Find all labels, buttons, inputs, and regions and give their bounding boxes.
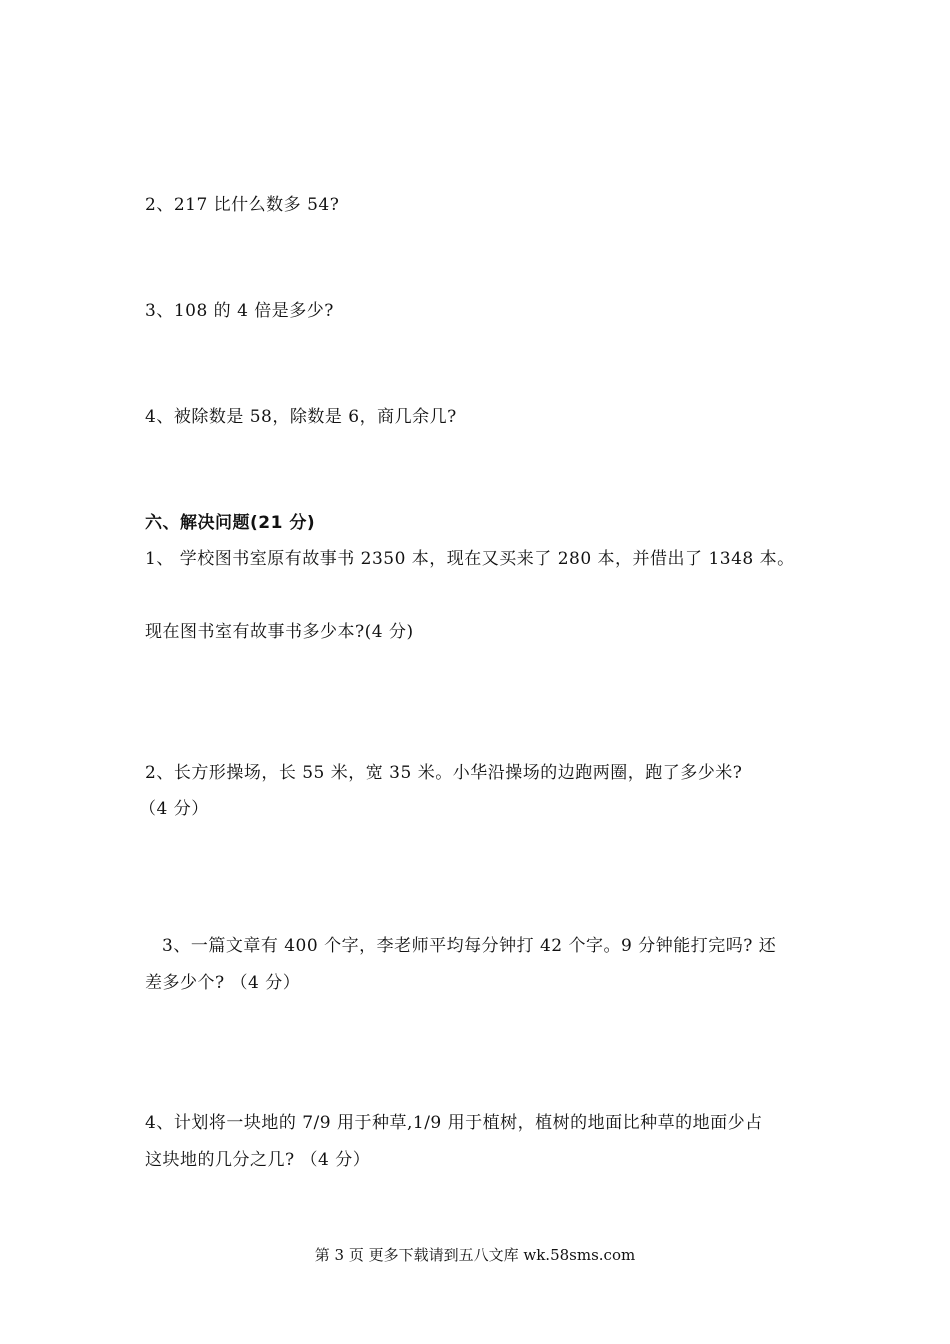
question-6-3-line2: 差多少个? （4 分） bbox=[145, 973, 301, 993]
page-footer: 第 3 页 更多下载请到五八文库 wk.58sms.com bbox=[314, 1246, 636, 1264]
section-6-title: 六、解决问题(21 分) bbox=[145, 513, 316, 533]
question-5-4: 4、被除数是 58，除数是 6，商几余几? bbox=[145, 407, 457, 427]
question-6-3-line1: 3、一篇文章有 400 个字，李老师平均每分钟打 42 个字。9 分钟能打完吗? 还 bbox=[162, 936, 777, 956]
question-5-2: 2、217 比什么数多 54? bbox=[145, 195, 340, 215]
question-6-2-line2: （4 分） bbox=[139, 799, 209, 819]
question-6-4-line1: 4、计划将一块地的 7/9 用于种草,1/9 用于植树，植树的地面比种草的地面少占 bbox=[145, 1113, 763, 1133]
question-6-1-line1: 1、 学校图书室原有故事书 2350 本，现在又买来了 280 本，并借出了 1348 本。 bbox=[145, 549, 795, 569]
question-6-1-line2: 现在图书室有故事书多少本?(4 分) bbox=[145, 622, 414, 642]
question-6-2-line1: 2、长方形操场，长 55 米，宽 35 米。小华沿操场的边跑两圈，跑了多少米? bbox=[145, 763, 743, 783]
question-5-3: 3、108 的 4 倍是多少? bbox=[145, 301, 334, 321]
question-6-4-line2: 这块地的几分之几? （4 分） bbox=[145, 1150, 371, 1170]
